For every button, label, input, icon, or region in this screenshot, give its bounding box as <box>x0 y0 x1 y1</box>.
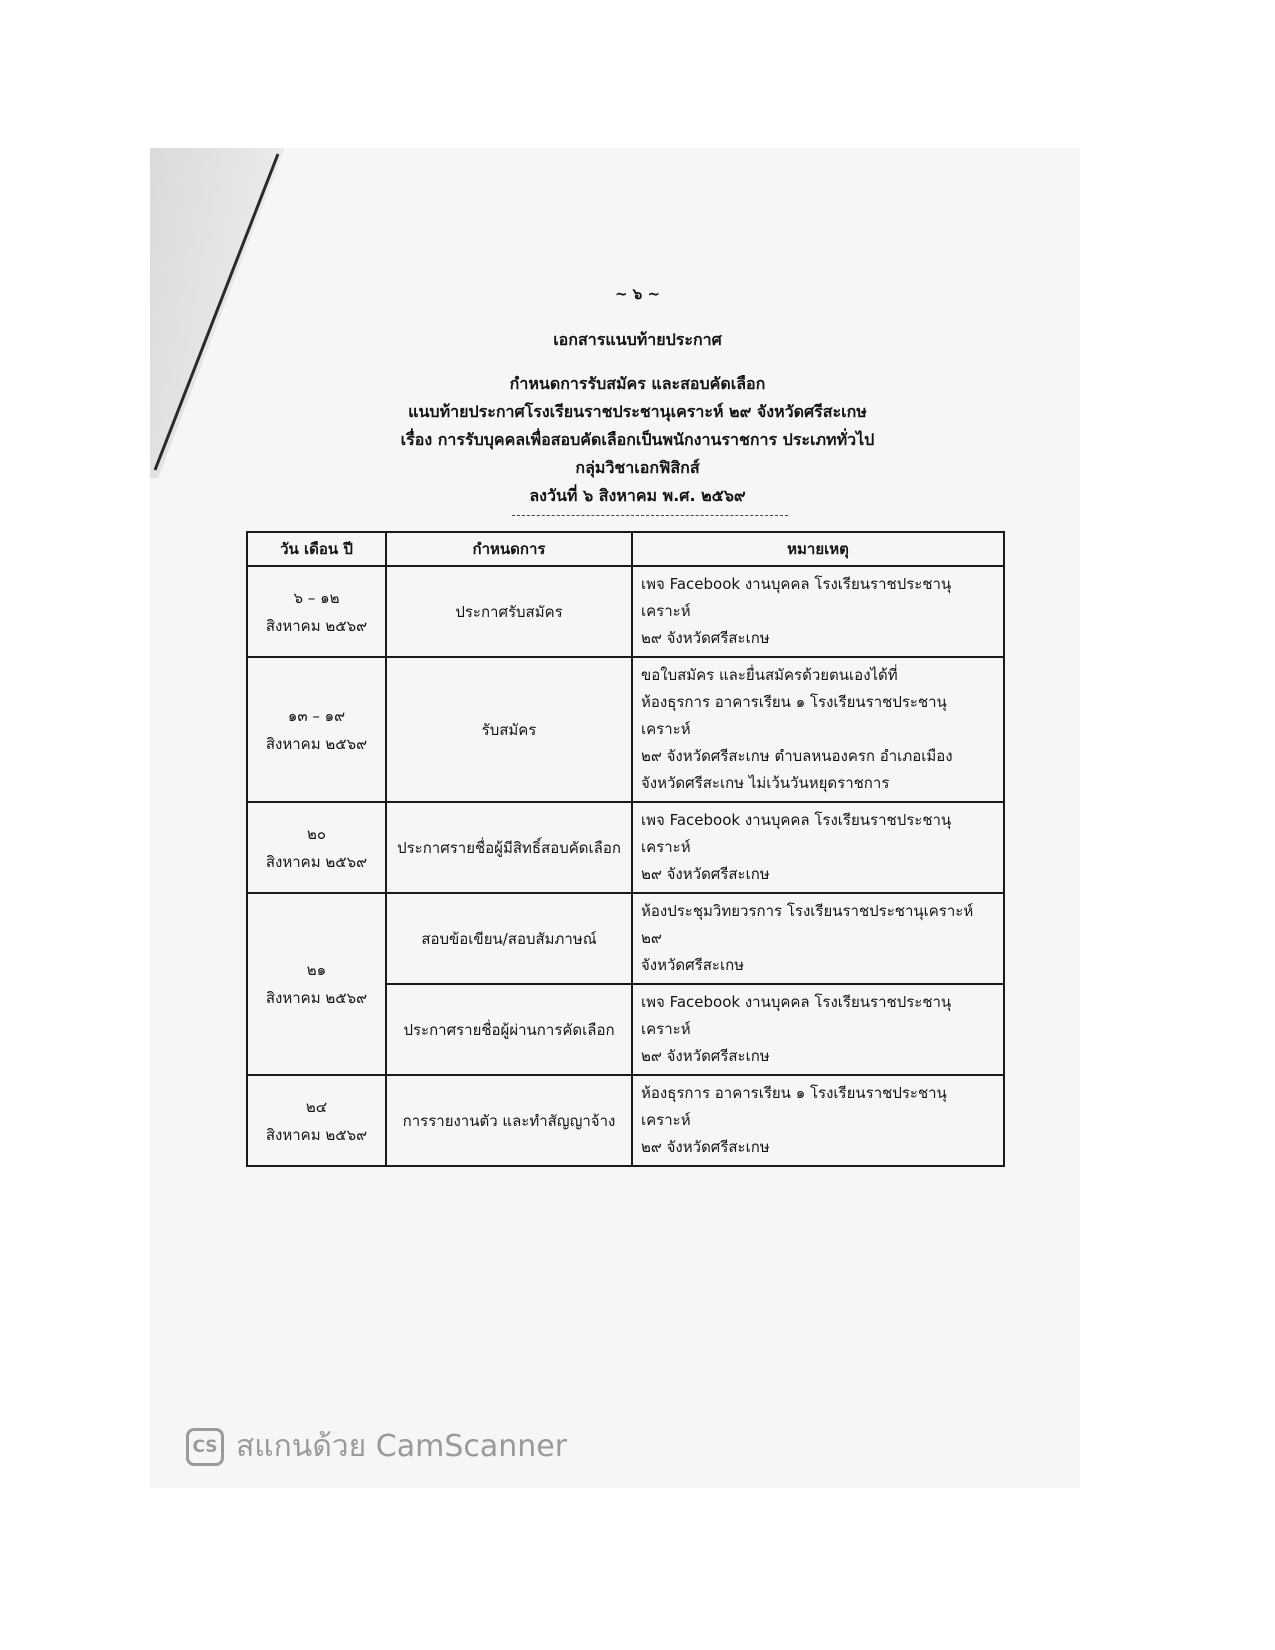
date-month: สิงหาคม ๒๕๖๙ <box>265 616 368 635</box>
note-cell <box>632 566 1004 657</box>
table-row <box>247 893 1004 984</box>
note-line: ขอใบสมัคร และยื่นสมัครด้วยตนเองได้ที่ <box>641 666 898 684</box>
note-line: เพจ Facebook งานบุคคล โรงเรียนราชประชานุเคราะห์ <box>641 993 952 1038</box>
camscanner-logo-icon: CS <box>186 1428 224 1466</box>
header-task: กำหนดการ <box>386 532 632 566</box>
task-cell: ประกาศรับสมัคร <box>386 566 632 657</box>
task-cell: ประกาศรายชื่อผู้ผ่านการคัดเลือก <box>386 984 632 1075</box>
date-cell <box>247 657 386 802</box>
date-day: ๒๑ <box>306 961 327 979</box>
title-line: กลุ่มวิชาเอกฟิสิกส์ <box>575 458 700 477</box>
date-cell <box>247 566 386 657</box>
note-line: จังหวัดศรีสะเกษ <box>641 956 745 974</box>
table-row <box>247 566 1004 657</box>
table-row <box>247 802 1004 893</box>
date-day: ๑๓ – ๑๙ <box>287 706 346 725</box>
date-cell <box>247 802 386 893</box>
note-cell <box>632 984 1004 1075</box>
note-line: เพจ Facebook งานบุคคล โรงเรียนราชประชานุเคราะห์ <box>641 811 952 856</box>
task-cell: สอบข้อเขียน/สอบสัมภาษณ์ <box>386 893 632 984</box>
title-line: เรื่อง การรับบุคคลเพื่อสอบคัดเลือกเป็นพนักงานราชการ ประเภททั่วไป <box>400 430 875 449</box>
note-cell <box>632 1075 1004 1166</box>
note-line: ๒๙ จังหวัดศรีสะเกษ ตำบลหนองครก อำเภอเมือง <box>641 747 953 765</box>
task-cell: ประกาศรายชื่อผู้มีสิทธิ์สอบคัดเลือก <box>386 802 632 893</box>
title-block <box>0 370 1275 510</box>
task-cell: รับสมัคร <box>386 657 632 802</box>
note-line: ห้องธุรการ อาคารเรียน ๑ โรงเรียนราชประชานุเคราะห์ <box>641 1084 947 1129</box>
table-row <box>247 1075 1004 1166</box>
header-note: หมายเหตุ <box>632 532 1004 566</box>
date-day: ๒๔ <box>305 1097 328 1116</box>
note-cell <box>632 657 1004 802</box>
note-cell <box>632 893 1004 984</box>
camscanner-watermark <box>186 1423 567 1470</box>
date-month: สิงหาคม ๒๕๖๙ <box>265 1125 368 1144</box>
table-header-row <box>247 532 1004 566</box>
page-number: ~ ๖ ~ <box>614 285 661 303</box>
date-month: สิงหาคม ๒๕๖๙ <box>265 989 368 1007</box>
note-line: ๒๙ จังหวัดศรีสะเกษ <box>641 629 770 647</box>
date-day: ๖ – ๑๒ <box>293 588 340 607</box>
date-day: ๒๐ <box>306 824 327 843</box>
date-cell <box>247 1075 386 1166</box>
note-line: ห้องธุรการ อาคารเรียน ๑ โรงเรียนราชประชานุเคราะห์ <box>641 693 947 738</box>
document-label: เอกสารแนบท้ายประกาศ <box>553 330 722 349</box>
table-row <box>247 657 1004 802</box>
dashed-divider <box>512 515 788 516</box>
title-line: ลงวันที่ ๖ สิงหาคม พ.ศ. ๒๕๖๙ <box>529 486 746 505</box>
note-line: เพจ Facebook งานบุคคล โรงเรียนราชประชานุเคราะห์ <box>641 575 952 620</box>
date-cell <box>247 893 386 1075</box>
note-line: ๒๙ จังหวัดศรีสะเกษ <box>641 1047 770 1065</box>
note-cell <box>632 802 1004 893</box>
watermark-text: สแกนด้วย CamScanner <box>236 1429 568 1464</box>
note-line: ๒๙ จังหวัดศรีสะเกษ <box>641 1138 770 1156</box>
note-line: ห้องประชุมวิทยวรการ โรงเรียนราชประชานุเคราะห์ ๒๙ <box>641 902 974 947</box>
note-line: ๒๙ จังหวัดศรีสะเกษ <box>641 865 770 883</box>
title-line: แนบท้ายประกาศโรงเรียนราชประชานุเคราะห์ ๒๙ จังหวัดศรีสะเกษ <box>408 402 867 421</box>
header-date: วัน เดือน ปี <box>247 532 386 566</box>
note-line: จังหวัดศรีสะเกษ ไม่เว้นวันหยุดราชการ <box>641 774 890 792</box>
title-line: กำหนดการรับสมัคร และสอบคัดเลือก <box>509 374 766 393</box>
date-month: สิงหาคม ๒๕๖๙ <box>265 852 368 871</box>
schedule-table <box>246 531 1005 1167</box>
date-month: สิงหาคม ๒๕๖๙ <box>265 734 368 753</box>
task-cell: การรายงานตัว และทำสัญญาจ้าง <box>386 1075 632 1166</box>
